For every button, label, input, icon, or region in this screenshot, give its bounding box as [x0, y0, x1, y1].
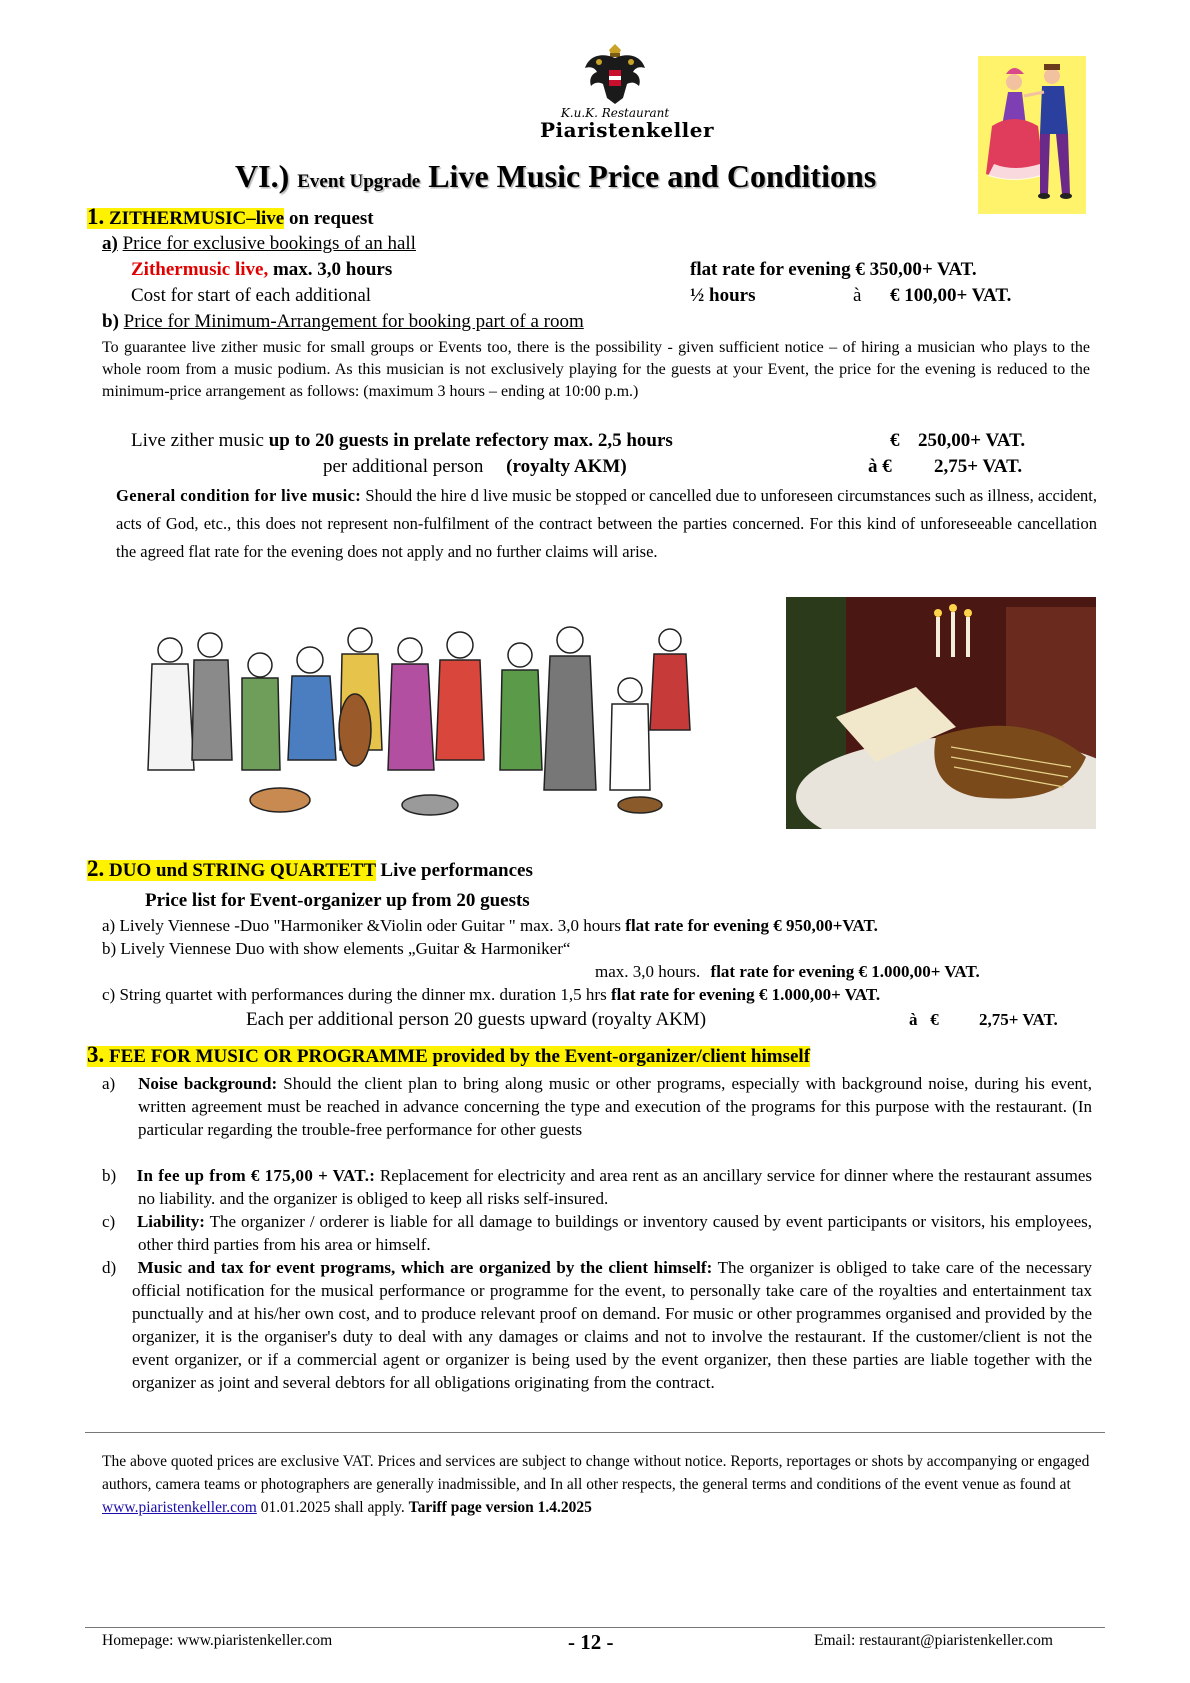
- section2-heading: [87, 856, 533, 882]
- general-condition: [116, 482, 1097, 566]
- section3-c-label: c): [102, 1212, 116, 1231]
- section2-heading-highlight: DUO und STRING QUARTETT: [109, 860, 376, 881]
- section3-c-text: The organizer / orderer is liable for all damage to buildings or inventory caused by event participants or visitors, his employees, other third parties from his area or himself.: [138, 1212, 1093, 1254]
- section3-a-text: Should the client plan to bring along music or other programs, especially with background noise, during his event, written agreement must be reached in advance concerning the type and execution of the programs for this purpose with the restaurant. (In particular regarding the trouble-free performance for other guests: [138, 1074, 1093, 1139]
- section2-heading-rest: Live performances: [380, 860, 533, 881]
- section3-d-label: d): [102, 1258, 117, 1277]
- per-person-label: per additional person: [323, 456, 484, 477]
- section2-b-text: b) Lively Viennese Duo with show elements „Guitar & Harmoniker“: [102, 939, 571, 958]
- section1-b-row1: [131, 430, 673, 452]
- zithermusic-hours: max. 3,0 hours: [272, 259, 393, 280]
- price-notice: [102, 1450, 1092, 1519]
- section2-b-price: flat rate for evening € 1.000,00+ VAT.: [710, 962, 980, 981]
- section1-a-row2-left: Cost for start of each additional: [131, 285, 372, 306]
- section1-heading-highlight: ZITHERMUSIC–live: [109, 208, 285, 229]
- section2-b-line2: [595, 962, 980, 982]
- notice-text2: 01.01.2025 shall apply.: [260, 1499, 405, 1516]
- section1-a-row2-a: à: [853, 285, 862, 306]
- section3-c-bold: Liability:: [136, 1212, 205, 1231]
- section1-b-row2-price: 2,75+ VAT.: [934, 456, 1023, 477]
- section3-d-bold: Music and tax for event programs, which are organized by the client himself:: [137, 1258, 713, 1277]
- footer-separator: [85, 1627, 1105, 1628]
- section1-a-row1-price: flat rate for evening € 350,00+ VAT.: [690, 259, 977, 280]
- section2-subheading: Price list for Event-organizer up from 20 guests: [145, 890, 530, 911]
- section3-heading-highlight: FEE FOR MUSIC OR PROGRAMME provided by the Event-organizer/client himself: [109, 1046, 811, 1067]
- footer-homepage: Homepage: www.piaristenkeller.com: [102, 1632, 333, 1649]
- logo-line1: K.u.K. Restaurant: [560, 106, 670, 120]
- section2-a-price: flat rate for evening € 950,00+VAT.: [625, 916, 878, 935]
- zithermusic-red: Zithermusic live,: [131, 259, 269, 280]
- title-main: Live Music Price and Conditions: [428, 158, 877, 194]
- section1-heading-rest: on request: [289, 208, 374, 229]
- section1-a-row1: [131, 259, 392, 281]
- section1-b-row2: [323, 456, 627, 478]
- section1-number: 1.: [87, 204, 105, 229]
- section3-d-text: The organizer is obliged to take care of the necessary official notification for the musical performance or programme for the event, to personally take care of the royalties and entertainment tax punctually and at his/her own cost, and to produce relevant proof on demand. For music or other programmes organised and provided by the organizer, it is the organiser's duty to deal with any damages or claims and not to involve the restaurant. If the customer/client is not the event organizer, or if a commercial agent or organizer is being used by the event organizer, then these parties are liable together with the organizer as joint and several debtors for all obligations originating from the contract.: [132, 1258, 1092, 1392]
- section3-a-bold: Noise background:: [138, 1074, 278, 1093]
- section1-a-title: [102, 233, 416, 255]
- section1-b-title-text: Price for Minimum-Arrangement for booking part of a room: [123, 311, 584, 332]
- section1-b-title: [102, 311, 584, 333]
- section2-c-price: flat rate for evening € 1.000,00+ VAT.: [610, 985, 881, 1004]
- section3-b-bold: In fee up from € 175,00 + VAT.:: [136, 1166, 376, 1185]
- section2-d-a: à €: [909, 1010, 939, 1029]
- section3-a-label: a): [102, 1074, 116, 1093]
- zither-candle-photo: [786, 597, 1096, 829]
- musicians-illustration: [130, 620, 730, 820]
- section2-a: [102, 916, 878, 936]
- section1-b-row1-price: 250,00+ VAT.: [918, 430, 1026, 451]
- live-zither-label: Live zither music: [131, 430, 264, 451]
- section1-a-label: a): [102, 233, 118, 254]
- section3-item-c: [102, 1210, 1092, 1256]
- section3-item-d: [102, 1256, 1092, 1394]
- section3-item-b: [102, 1164, 1092, 1210]
- page-title: [235, 158, 876, 195]
- section2-d-price: 2,75+ VAT.: [979, 1010, 1058, 1029]
- section2-number: 2.: [87, 856, 105, 881]
- section1-b-label: b): [102, 311, 119, 332]
- title-small: Event Upgrade: [297, 171, 421, 192]
- section3-number: 3.: [87, 1042, 105, 1067]
- section1-a-title-text: Price for exclusive bookings of an hall: [122, 233, 416, 254]
- restaurant-logo: [540, 42, 715, 154]
- section2-c-text: c) String quartet with performances during the dinner mx. duration 1,5 hrs: [102, 985, 607, 1004]
- footer-page-number: - 12 -: [568, 1630, 614, 1654]
- section2-d-text: Each per additional person 20 guests upward (royalty AKM): [246, 1009, 707, 1030]
- general-condition-label: General condition for live music:: [116, 486, 362, 505]
- section2-b-hours: max. 3,0 hours.: [595, 962, 701, 981]
- section1-heading: [87, 204, 374, 230]
- section3-b-text: Replacement for electricity and area rent as an ancillary service for dinner where the restaurant assumes no liability. and the organizer is obliged to keep all risks self-insured.: [138, 1166, 1092, 1208]
- section1-a-row2-price: € 100,00+ VAT.: [890, 285, 1012, 306]
- notice-separator: [85, 1432, 1105, 1433]
- footer-email: Email: restaurant@piaristenkeller.com: [814, 1632, 1053, 1649]
- logo-line2: Piaristenkeller: [540, 118, 715, 142]
- section1-a-row2-mid: ½ hours: [690, 285, 756, 306]
- title-prefix: VI.): [235, 158, 290, 194]
- live-zither-detail: up to 20 guests in prelate refectory max. 2,5 hours: [268, 430, 673, 451]
- notice-text1: The above quoted prices are exclusive VAT. Prices and services are subject to change without notice. Reports, reportages or shots by accompanying or engaged authors, camera teams or photographers are generally inadmissible, and In all other respects, the general terms and conditions of the event venue as found at: [102, 1453, 1090, 1493]
- royalty-akm: (royalty AKM): [506, 456, 627, 477]
- section1-b-row2-currency: à €: [868, 456, 892, 477]
- section2-a-text: a) Lively Viennese -Duo "Harmoniker &Violin oder Guitar " max. 3,0 hours: [102, 916, 622, 935]
- dancing-couple-illustration: [978, 56, 1086, 214]
- section3-item-a: [102, 1072, 1092, 1141]
- section1-b-paragraph: To guarantee live zither music for small groups or Events too, there is the possibility - given sufficient notice – of hiring a musician who plays to the whole room from a music podium. As this musician is not exclusively playing for the guests at your Event, the price for the evening is reduced to the minimum-price arrangement as follows: (maximum 3 hours – ending at 10:00 p.m.): [102, 339, 1090, 400]
- section1-b-row1-currency: €: [890, 430, 900, 451]
- double-eagle-crest-icon: [583, 42, 647, 108]
- notice-tariff-version: Tariff page version 1.4.2025: [408, 1499, 592, 1516]
- section3-b-label: b): [102, 1166, 117, 1185]
- general-condition-text: Should the hire d live music be stopped or cancelled due to unforeseen circumstances such as illness, accident, acts of God, etc., this does not represent non-fulfilment of the contract between the parties concerned. For this kind of unforeseeable cancellation the agreed flat rate for the evening does not apply and no further claims will arise.: [116, 486, 1097, 561]
- section2-c: [102, 985, 880, 1005]
- section3-heading: [87, 1042, 810, 1068]
- notice-link[interactable]: www.piaristenkeller.com: [102, 1499, 257, 1516]
